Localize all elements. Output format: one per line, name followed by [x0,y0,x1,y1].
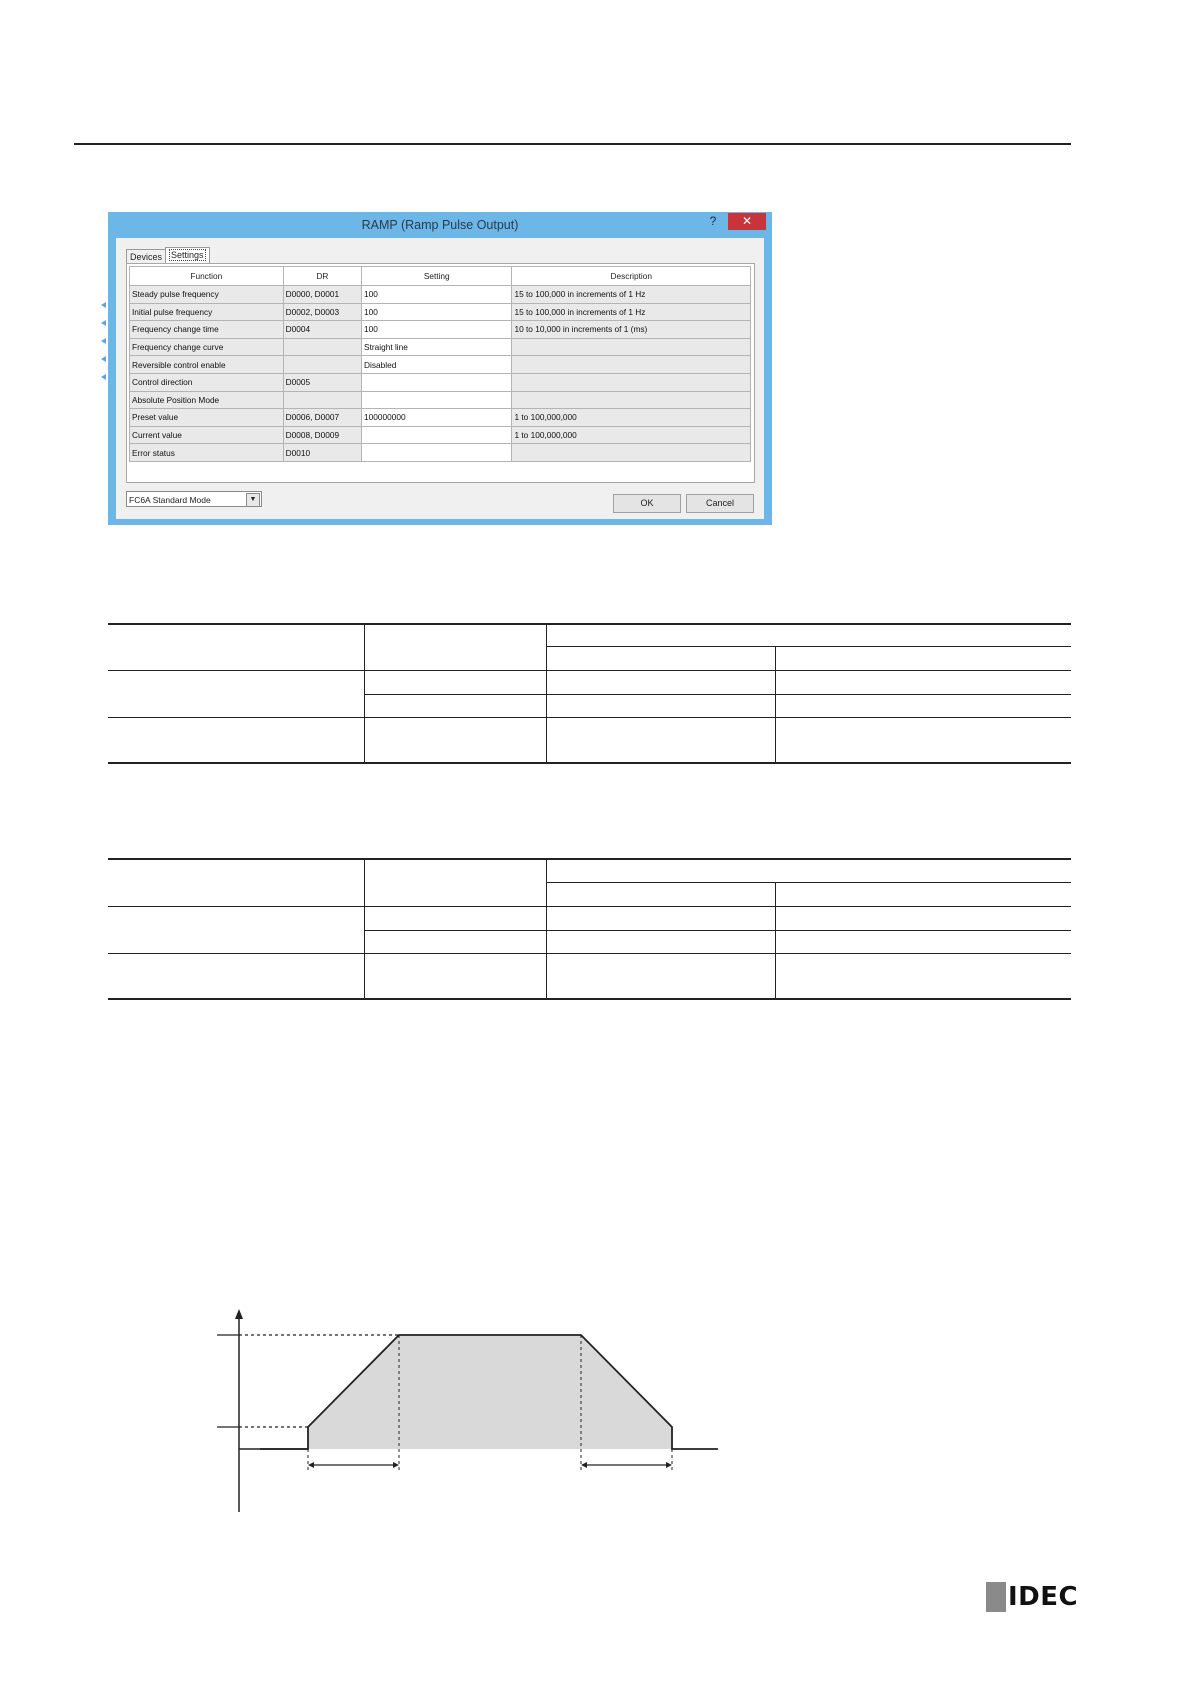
pulse-area [308,1335,672,1449]
cell-description: 10 to 10,000 in increments of 1 (ms) [512,321,751,339]
cell-dr [283,391,361,409]
cell-setting[interactable]: 100000000 [362,409,512,427]
settings-grid [129,266,751,462]
grid-row[interactable] [130,338,751,356]
grid-row[interactable] [130,303,751,321]
accel-arrow-right-head [393,1462,399,1468]
tab-devices-label: Devices [130,252,163,262]
cell-description [512,356,751,374]
grid-row[interactable] [130,391,751,409]
cell-function: Absolute Position Mode [130,391,284,409]
cell-function: Steady pulse frequency [130,286,284,304]
cell-setting[interactable] [362,426,512,444]
grid-row[interactable] [130,444,751,462]
cell-function: Reversible control enable [130,356,284,374]
cell-dr: D0010 [283,444,361,462]
cell-setting[interactable] [362,391,512,409]
cell-setting[interactable] [362,373,512,391]
logo-text: IDEC [1008,1582,1079,1612]
grid-row[interactable] [130,321,751,339]
close-button[interactable]: ✕ [728,213,766,230]
grid-row[interactable] [130,356,751,374]
grid-header-row [130,267,751,286]
idec-logo [986,1582,1079,1612]
cell-description: 1 to 100,000,000 [512,409,751,427]
grid-row[interactable] [130,409,751,427]
cell-description [512,391,751,409]
header-rule [74,143,1071,145]
cell-description [512,444,751,462]
ramp-profile-diagram [205,1305,725,1515]
cell-setting[interactable]: 100 [362,286,512,304]
tab-bar [126,247,209,264]
cell-dr [283,338,361,356]
cell-dr: D0006, D0007 [283,409,361,427]
cell-function: Initial pulse frequency [130,303,284,321]
dialog-title: RAMP (Ramp Pulse Output) [361,218,519,232]
chevron-down-icon[interactable]: ▼ [246,493,260,507]
cell-setting[interactable]: 100 [362,303,512,321]
logo-mark [986,1582,1006,1612]
cell-function: Current value [130,426,284,444]
cell-description: 1 to 100,000,000 [512,426,751,444]
accel-arrow-left-head [308,1462,314,1468]
cell-dr: D0004 [283,321,361,339]
cell-setting[interactable]: Disabled [362,356,512,374]
decel-arrow-left-head [581,1462,587,1468]
cell-setting[interactable]: 100 [362,321,512,339]
cancel-button[interactable]: Cancel [686,494,754,513]
cell-function: Preset value [130,409,284,427]
col-setting: Setting [362,267,512,286]
help-button[interactable]: ? [709,214,717,228]
ramp-dialog [108,212,772,525]
cell-description: 15 to 100,000 in increments of 1 Hz [512,286,751,304]
cell-dr: D0008, D0009 [283,426,361,444]
cell-function: Error status [130,444,284,462]
grid-row[interactable] [130,286,751,304]
mode-select-value: FC6A Standard Mode [129,495,211,505]
cell-description [512,373,751,391]
cell-dr: D0000, D0001 [283,286,361,304]
cell-function: Frequency change time [130,321,284,339]
cell-setting[interactable]: Straight line [362,338,512,356]
cell-function: Frequency change curve [130,338,284,356]
y-axis-arrow [235,1309,243,1319]
col-function: Function [130,267,284,286]
cell-dr: D0005 [283,373,361,391]
col-dr: DR [283,267,361,286]
decel-arrow-right-head [666,1462,672,1468]
background-window-edge [101,290,109,460]
dialog-body [116,238,764,519]
cell-description [512,338,751,356]
mode-select[interactable] [126,491,262,507]
cell-dr: D0002, D0003 [283,303,361,321]
grid-row[interactable] [130,373,751,391]
settings-grid-frame [126,263,755,483]
cell-dr [283,356,361,374]
cell-setting[interactable] [362,444,512,462]
tab-settings-label: Settings [171,250,204,260]
grid-row[interactable] [130,426,751,444]
col-description: Description [512,267,751,286]
ok-button[interactable]: OK [613,494,681,513]
cell-function: Control direction [130,373,284,391]
cell-description: 15 to 100,000 in increments of 1 Hz [512,303,751,321]
